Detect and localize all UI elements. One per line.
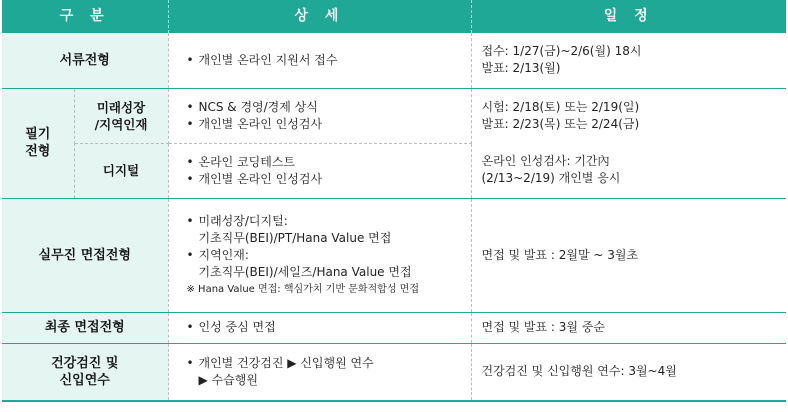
row-label-document: 서류전형 [2, 33, 168, 88]
table-row [2, 198, 786, 312]
list-item: • 개인별 온라인 인성검사 [187, 116, 471, 133]
recruitment-schedule-table [2, 0, 786, 402]
written-sub2-schedule-line2: (2/13~2/19) 개인별 응시 [481, 171, 621, 186]
health-details [187, 355, 471, 372]
health-schedule: 건강검진 및 신입행원 연수: 3월~4월 [471, 343, 786, 401]
final-details [187, 319, 471, 336]
written-sub1-details [187, 99, 471, 133]
list-item: • NCS & 경영/경제 상식 [187, 99, 471, 116]
list-item: • 개인별 온라인 인성검사 [187, 171, 471, 188]
document-details [187, 52, 471, 69]
health-detail-continued: ▶ 수습행원 [198, 372, 258, 387]
header-category: 구 분 [2, 0, 168, 33]
row-label-written-line2: 전형 [25, 144, 51, 159]
document-schedule-line2: 발표: 2/13(월) [481, 61, 561, 76]
header-details: 상 세 [168, 0, 471, 33]
list-item: • 개인별 건강검진 ▶ 신입행원 연수 [187, 355, 471, 372]
written-sub2-schedule-line1: 온라인 인성검사: 기간內 [481, 154, 610, 169]
interview-schedule: 면접 및 발표 : 2월말 ~ 3월초 [471, 198, 786, 312]
table-row [2, 88, 786, 143]
table-row [2, 312, 786, 343]
sub-label-future-line1: 미래성장 [96, 99, 146, 115]
interview-item2-detail: 기초직무(BEI)/세일즈/Hana Value 면접 [198, 265, 412, 279]
row-label-interview: 실무진 면접전형 [2, 198, 168, 312]
list-item: • 온라인 코딩테스트 [187, 154, 471, 171]
row-label-health-line1: 건강검진 및 [51, 355, 119, 371]
interview-note: ※ Hana Value 면접: 핵심가치 기반 문화적합성 면접 [186, 284, 419, 295]
written-sub1-schedule-line1: 시험: 2/18(토) 또는 2/19(일) [481, 99, 640, 114]
interview-details [187, 213, 471, 281]
sub-label-digital: 디지털 [74, 143, 168, 198]
final-schedule: 면접 및 발표 : 3월 중순 [471, 312, 786, 343]
list-item: • 미래성장/디지털: [187, 213, 471, 230]
list-item: • 인성 중심 면접 [187, 319, 471, 336]
written-sub2-details [187, 154, 471, 188]
header-schedule: 일 정 [471, 0, 786, 33]
written-sub1-schedule-line2: 발표: 2/23(목) 또는 2/24(금) [481, 116, 640, 131]
list-item: • 지역인재: [187, 247, 471, 264]
document-schedule-line1: 접수: 1/27(금)~2/6(월) 18시 [481, 44, 642, 59]
row-label-written-line1: 필기 [25, 127, 51, 142]
table-row [2, 343, 786, 401]
table-header-row [2, 0, 786, 33]
row-label-final: 최종 면접전형 [2, 312, 168, 343]
interview-item1-detail: 기초직무(BEI)/PT/Hana Value 면접 [198, 231, 392, 245]
row-label-health-line2: 신입연수 [59, 372, 110, 388]
sub-label-future-line2: /지역인재 [94, 116, 148, 132]
list-item: • 개인별 온라인 지원서 접수 [187, 52, 471, 69]
table-row [2, 143, 786, 198]
table-row [2, 33, 786, 88]
